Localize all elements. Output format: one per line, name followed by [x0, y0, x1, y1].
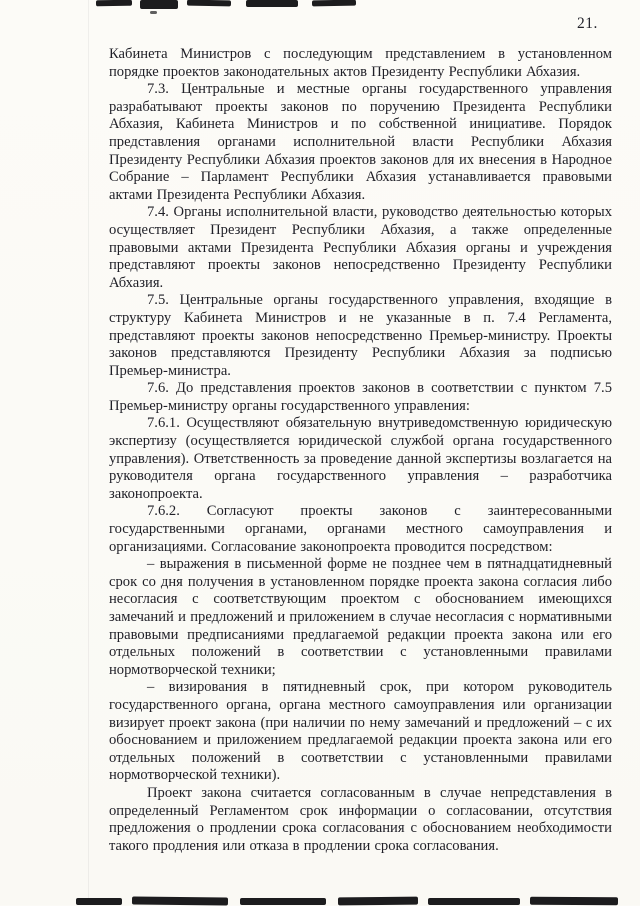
scan-artifact-bottom-3 — [240, 898, 326, 905]
scan-artifact-top-6 — [150, 11, 157, 14]
scan-artifact-bottom-4 — [338, 897, 418, 906]
paragraph-7-6: 7.6. До представления проектов законов в соответствии с пунктом 7.5 Премьер-министру органы государственного управления: — [109, 380, 612, 414]
scan-artifact-top-3 — [187, 0, 231, 6]
scan-artifact-bottom-1 — [76, 898, 122, 905]
paragraph-7-3: 7.3. Центральные и местные органы государственного управления разрабатывают проекты законов по поручению Президента Республики Абхазия, Кабинета Министров и по собственной инициативе. Порядок представления органами исполнительной власти Республики Абхазия Президенту Республики Абхазия проектов законов для их внесения в Народное Собрание – Парламент Республики Абхазия устанавливается правовыми актами Президента Республики Абхазия. — [109, 81, 612, 203]
paragraph-7-5: 7.5. Центральные органы государственного управления, входящие в структуру Кабинета Министров и не указанные в п. 7.4 Регламента, представляют проекты законов непосредственно Премьер-министру. Проекты законов представляются Президенту Республики Абхазия за подписью Премьер-министра. — [109, 292, 612, 379]
paragraph-continuation: Кабинета Министров с последующим представлением в установленном порядке проектов законодательных актов Президенту Республики Абхазия. — [109, 46, 612, 80]
page-number: 21. — [577, 15, 598, 32]
paragraph-final: Проект закона считается согласованным в случае непредставления в определенный Регламентом срок информации о согласовании, отсутствия предложения о продлении срока согласования с обоснованием необходимости такого продления или отказа в продлении срока согласования. — [109, 784, 612, 854]
scan-fold-line — [88, 0, 89, 905]
scan-artifact-top-4 — [246, 0, 298, 7]
paragraph-7-4: 7.4. Органы исполнительной власти, руководство деятельностью которых осуществляет Президент Республики Абхазия, а также определенные правовыми актами Президента Республики Абхазия органы и учреждения представляют проекты законов непосредственно Президенту Республики Абхазия. — [109, 204, 612, 291]
paragraph-7-6-2: 7.6.2. Согласуют проекты законов с заинтересованными государственными органами, органами местного самоуправления и организациями. Согласование законопроекта проводится посредством: — [109, 503, 612, 555]
document-body — [109, 46, 612, 855]
paragraph-dash-item-2: – визирования в пятидневный срок, при котором руководитель государственного органа, органа местного самоуправления или организации визирует проект закона (при наличии по нему замечаний и предложений – с их обоснованием и приложением предлагаемой редакции проекта закона или его отдельных положений в соответствии с установленными правилами нормотворческой техники). — [109, 679, 612, 784]
scan-artifact-top-1 — [96, 0, 132, 6]
paragraph-dash-item-1: – выражения в письменной форме не позднее чем в пятнадцатидневный срок со дня получения в установленном порядке проекта закона согласия либо несогласия с соответствующим проектом с обоснованием имеющихся замечаний и предложений и приложением в случае несогласия с нормативными правовыми предписаниями предлагаемой редакции проекта закона или его отдельных положений в соответствии с установленными правилами нормотворческой техники; — [109, 556, 612, 678]
paragraph-7-6-1: 7.6.1. Осуществляют обязательную внутриведомственную юридическую экспертизу (осуществляется юридической службой органа государственного управления). Ответственность за проведение данной экспертизы возлагается на руководителя органа государственного управления – разработчика законопроекта. — [109, 415, 612, 502]
scan-artifact-bottom-2 — [132, 896, 228, 905]
scan-artifact-bottom-5 — [428, 898, 520, 905]
scan-artifact-bottom-6 — [530, 897, 618, 906]
scan-artifact-top-5 — [312, 0, 356, 6]
scan-artifact-top-2 — [140, 0, 178, 9]
